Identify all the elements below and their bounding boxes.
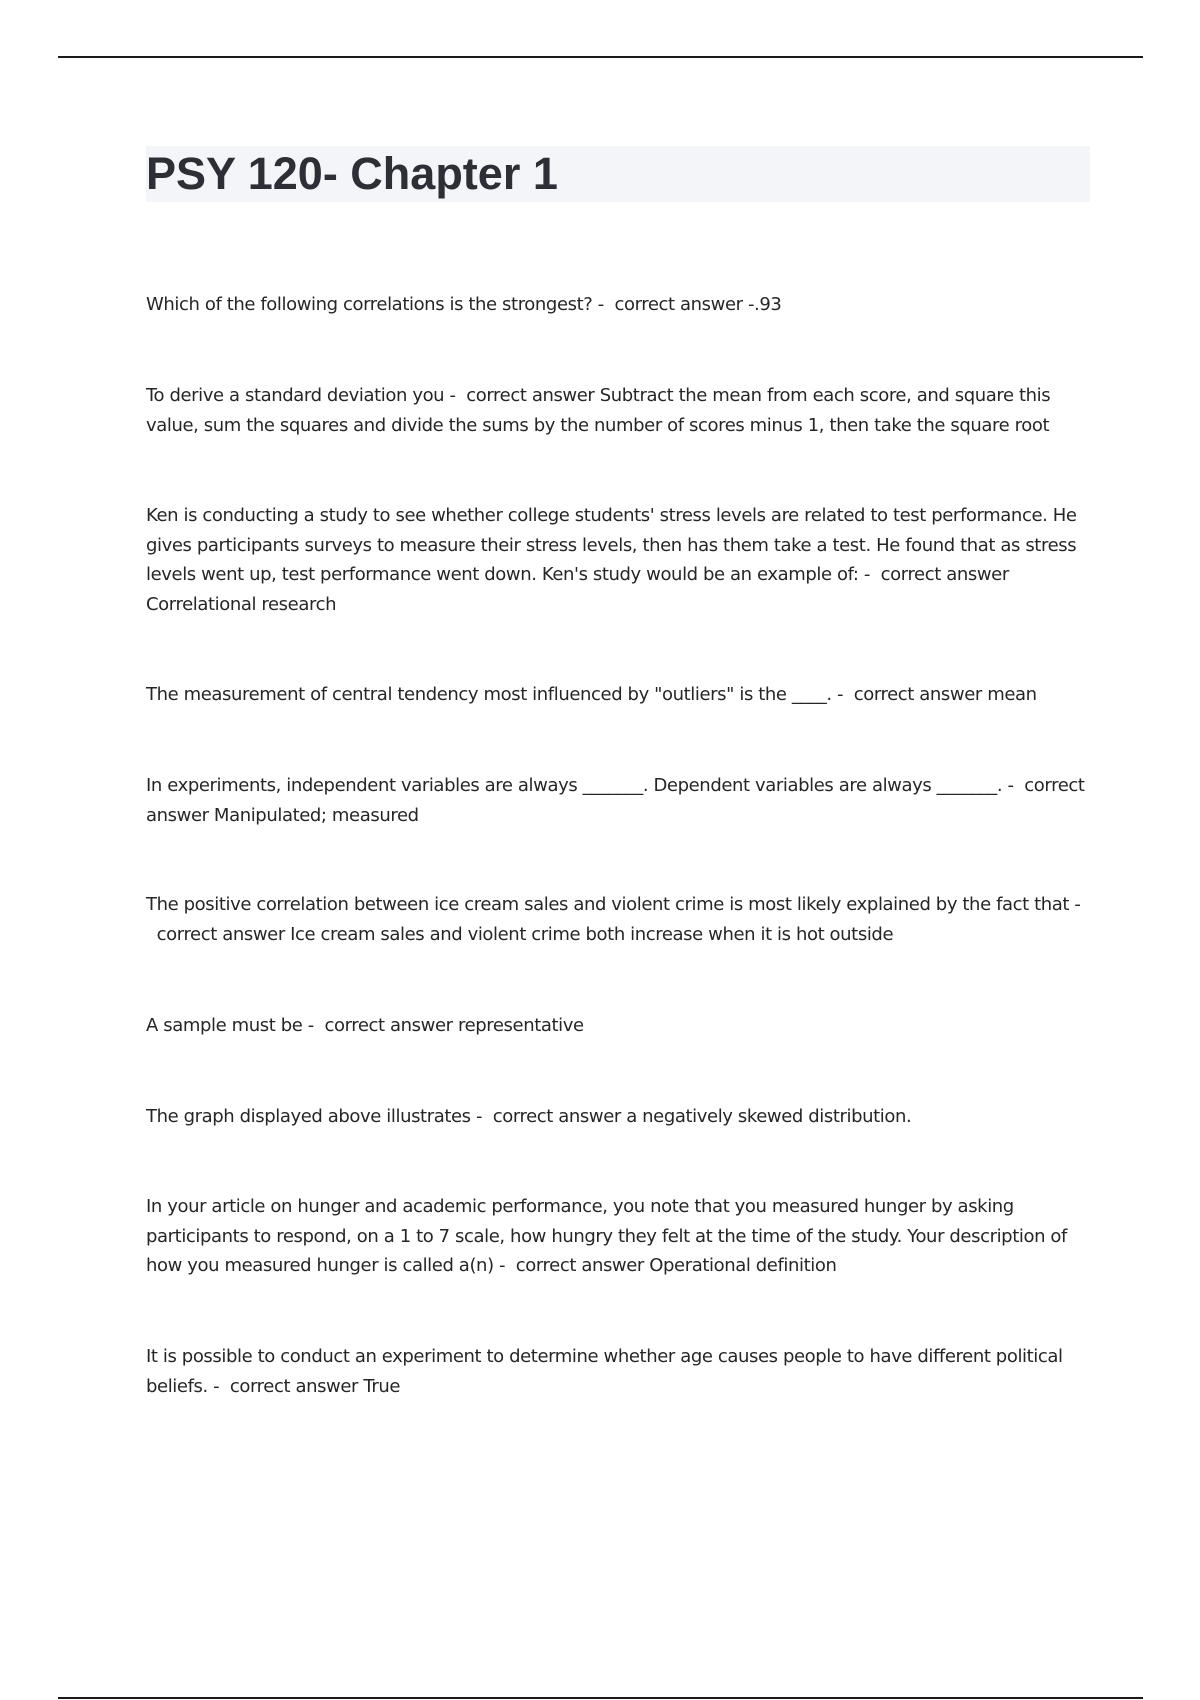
question-text: The positive correlation between ice cream sales and violent crime is most likely explained by the fact that - (146, 894, 1081, 915)
question-text: A sample must be - (146, 1015, 314, 1036)
qa-item-7 (146, 1011, 1086, 1041)
qa-item-2 (146, 381, 1086, 440)
answer-text: correct answer Operational definition (515, 1255, 837, 1276)
question-text: In your article on hunger and academic performance, you note that you measured hunger by asking participants to respond, on a 1 to 7 scale, how hungry they felt at the time of the study. Your description of how you measured hunger is called a(n) - (146, 1196, 1067, 1276)
question-text: In experiments, independent variables are always _______. Dependent variables are always _______. - (146, 775, 1014, 796)
question-text: The graph displayed above illustrates - (146, 1106, 483, 1127)
question-text: Ken is conducting a study to see whether college students' stress levels are related to test performance. He gives participants surveys to measure their stress levels, then has them take a test. He found that as stress levels went up, test performance went down. Ken's study would be an example of: - (146, 505, 1077, 585)
qa-item-3 (146, 501, 1086, 619)
qa-item-8 (146, 1102, 1086, 1132)
qa-item-4 (146, 680, 1086, 710)
answer-text: correct answer a negatively skewed distribution. (492, 1106, 912, 1127)
qa-item-10 (146, 1342, 1086, 1401)
question-text: The measurement of central tendency most influenced by "outliers" is the ____. - (146, 684, 844, 705)
top-divider (58, 56, 1143, 58)
answer-text: correct answer mean (853, 684, 1037, 705)
answer-text: correct answer True (229, 1375, 401, 1397)
answer-text: correct answer -.93 (614, 294, 782, 315)
answer-text: correct answer Subtract the mean from each score, and square this value, sum the squares and divide the sums by the number of scores minus 1, then take the square root (146, 385, 1051, 436)
question-text: It is possible to conduct an experiment to determine whether age causes people to have different political beliefs. - (146, 1346, 1063, 1397)
question-text: To derive a standard deviation you - (146, 385, 456, 406)
page-title: PSY 120- Chapter 1 (146, 148, 558, 199)
question-text: Which of the following correlations is the strongest? - (146, 294, 604, 315)
answer-text: correct answer Manipulated; measured (146, 775, 1085, 826)
bottom-divider (58, 1697, 1143, 1699)
answer-text: correct answer Ice cream sales and violent crime both increase when it is hot outside (156, 923, 894, 945)
qa-item-1 (146, 290, 1086, 320)
qa-item-5 (146, 771, 1086, 830)
qa-item-9 (146, 1192, 1086, 1281)
answer-text: correct answer representative (324, 1015, 584, 1036)
answer-text: correct answer Correlational research (146, 564, 1009, 615)
qa-item-6 (146, 890, 1086, 949)
